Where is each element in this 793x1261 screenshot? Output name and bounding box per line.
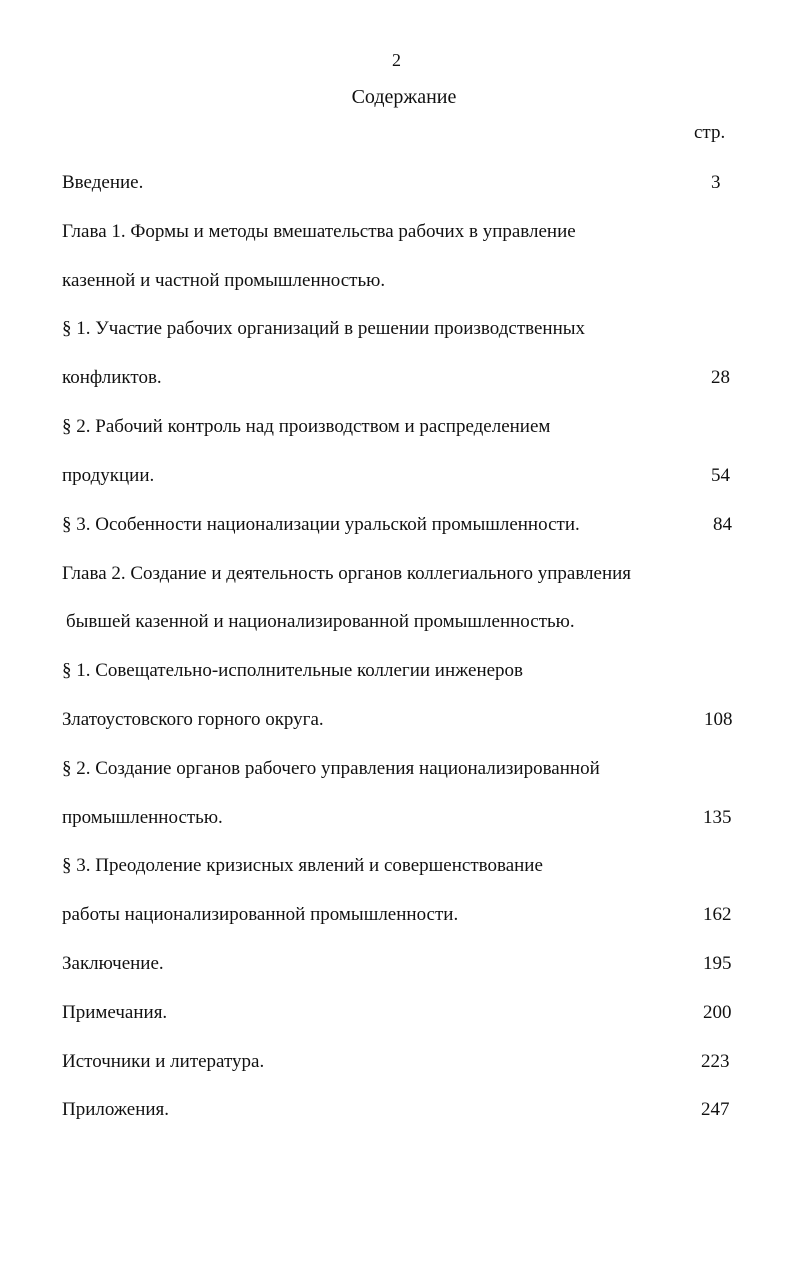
toc-line-ch2-sec3-cont: работы национализированной промышленности. xyxy=(62,904,459,925)
toc-page-ch1-sec1: 28 xyxy=(711,367,730,388)
toc-page-notes: 200 xyxy=(703,1002,732,1023)
toc-line-introduction: Введение. xyxy=(62,172,144,193)
toc-line-ch2-sec1-cont: Златоустовского горного округа. xyxy=(62,709,324,730)
toc-line-ch2-sec2-cont: промышленностью. xyxy=(62,807,223,828)
toc-page-ch2-sec1: 108 xyxy=(704,709,733,730)
toc-line-ch1-sec1: § 1. Участие рабочих организаций в решении производственных xyxy=(62,318,586,339)
toc-line-ch2-sec2: § 2. Создание органов рабочего управления национализированной xyxy=(62,758,600,779)
toc-line-ch1-sec3: § 3. Особенности национализации уральской промышленности. xyxy=(62,514,580,535)
toc-page-sources: 223 xyxy=(701,1051,730,1072)
page-number: 2 xyxy=(392,50,401,70)
toc-line-chapter1-cont: казенной и частной промышленностью. xyxy=(62,270,386,291)
toc-page-appendices: 247 xyxy=(701,1099,730,1120)
toc-page-conclusion: 195 xyxy=(703,953,732,974)
toc-page-ch2-sec2: 135 xyxy=(703,807,732,828)
pages-column-header: стр. xyxy=(694,122,726,143)
toc-page-ch1-sec2: 54 xyxy=(711,465,730,486)
toc-page-introduction: 3 xyxy=(711,172,721,193)
toc-page-ch1-sec3: 84 xyxy=(713,514,732,535)
toc-line-ch1-sec1-cont: конфликтов. xyxy=(62,367,162,388)
toc-line-chapter2-cont: бывшей казенной и национализированной промышленностью. xyxy=(66,611,575,632)
toc-line-sources: Источники и литература. xyxy=(62,1051,265,1072)
toc-line-ch1-sec2-cont: продукции. xyxy=(62,465,155,486)
toc-line-chapter2: Глава 2. Создание и деятельность органов коллегиального управления xyxy=(62,563,632,584)
toc-line-conclusion: Заключение. xyxy=(62,953,164,974)
toc-line-appendices: Приложения. xyxy=(62,1099,170,1120)
toc-line-ch2-sec3: § 3. Преодоление кризисных явлений и совершенствование xyxy=(62,855,543,876)
toc-line-ch1-sec2: § 2. Рабочий контроль над производством и распределением xyxy=(62,416,551,437)
toc-line-chapter1: Глава 1. Формы и методы вмешательства рабочих в управление xyxy=(62,221,576,242)
page-title: Содержание xyxy=(351,86,457,108)
toc-line-ch2-sec1: § 1. Совещательно-исполнительные коллегии инженеров xyxy=(62,660,524,681)
toc-line-notes: Примечания. xyxy=(62,1002,168,1023)
toc-page-ch2-sec3: 162 xyxy=(703,904,732,925)
